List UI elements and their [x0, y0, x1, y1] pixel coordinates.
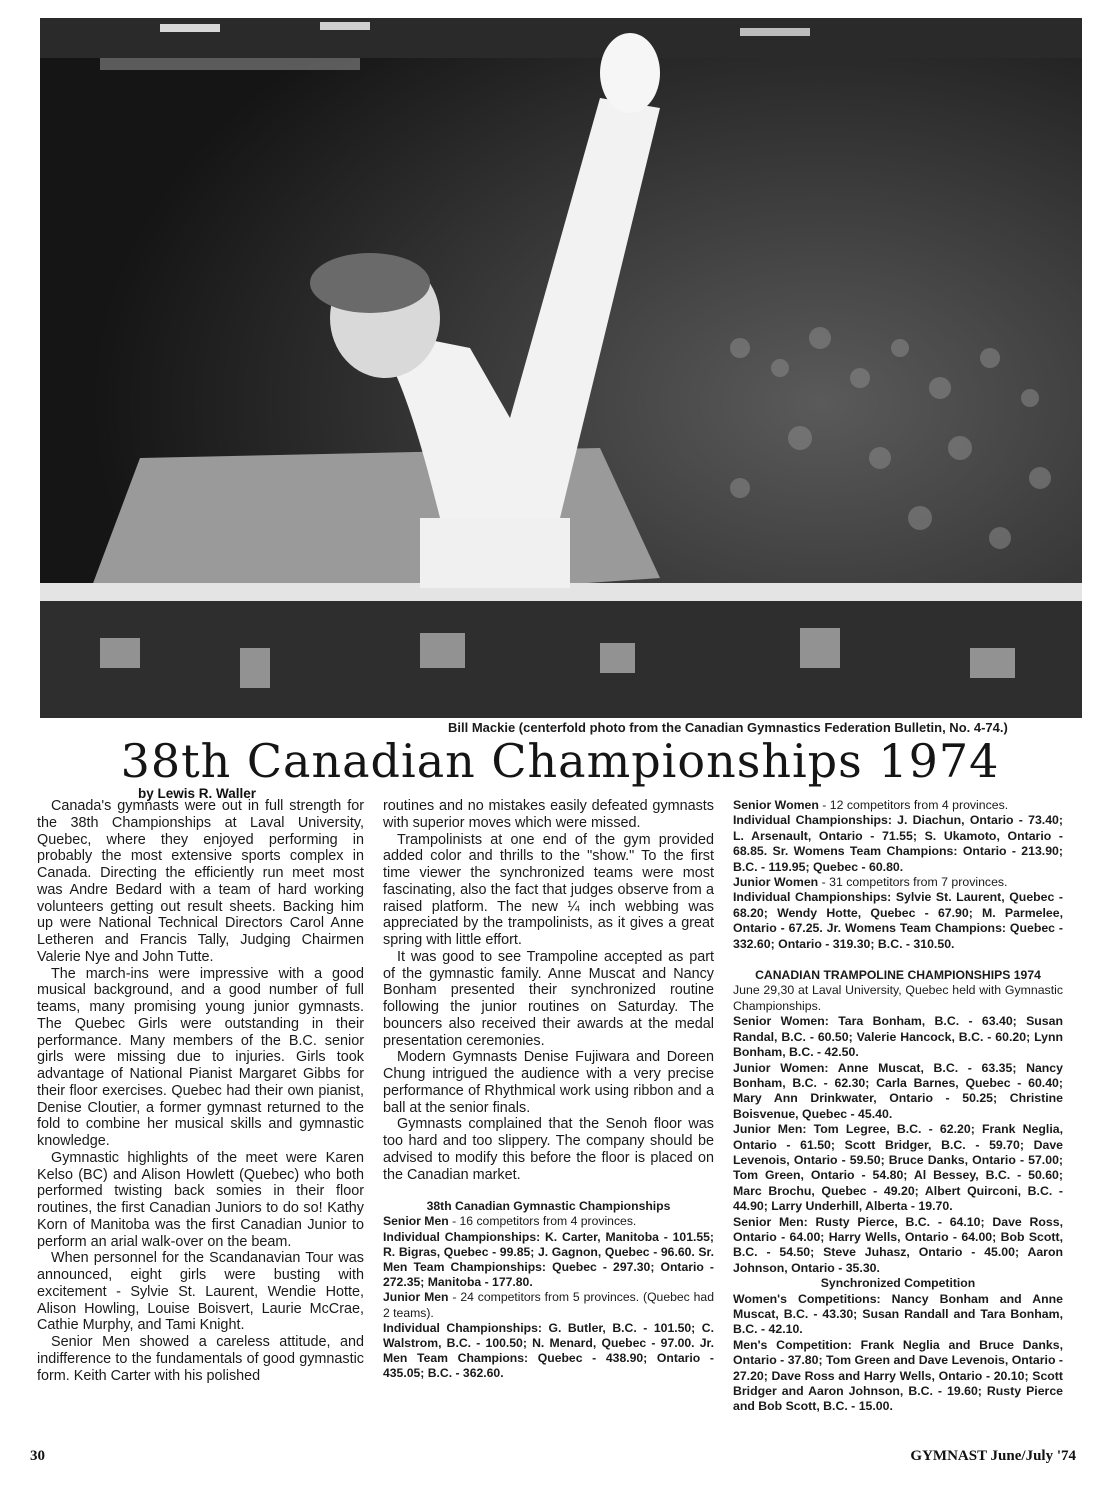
article-column-2	[383, 798, 714, 1382]
junior-men-results: Junior Men - 24 competitors from 5 provinces. (Quebec had 2 teams).	[383, 1290, 714, 1320]
paragraph: routines and no mistakes easily defeated gymnasts with superior moves which were missed.	[383, 798, 714, 831]
article-column-3	[733, 798, 1063, 1415]
page-number: 30	[30, 1448, 45, 1464]
paragraph: Gymnastic highlights of the meet were Karen Kelso (BC) and Alison Howlett (Quebec) who both performed twisting back somies in their floor routines, the first Canadian Juniors to do so! Kathy Korn of Manitoba was the first Canadian Junior to perform an arial walk-over on the beam.	[37, 1149, 364, 1250]
trampoline-junior-women: Junior Women: Anne Muscat, B.C. - 63.35; Nancy Bonham, B.C. - 62.30; Carla Barnes, Quebec - 60.40; Mary Ann Drinkwater, Ontario - 50.25; Christine Boisvenue, Quebec - 45.40.	[733, 1060, 1063, 1121]
paragraph: Gymnasts complained that the Senoh floor was too hard and too slippery. The company should be advised to modify this before the floor is placed on the Canadian market.	[383, 1116, 714, 1183]
paragraph: The march-ins were impressive with a good musical background, and a good number of full teams, many promising young junior gymnasts. The Quebec Girls were outstanding in their performance. Many members of the B.C. senior girls were missing due to injuries. Girls took advantage of National Pianist Margaret Gibbs for their floor exercises. Quebec had their own pianist, Denise Cloutier, a former gymnast returned to the fold to combine her musical skills and gymnastic knowledge.	[37, 965, 364, 1149]
trampoline-title: CANADIAN TRAMPOLINE CHAMPIONSHIPS 1974	[755, 968, 1041, 983]
paragraph: Senior Men showed a careless attitude, and indifference to the fundamentals of good gymnastic form. Keith Carter with his polished	[37, 1334, 364, 1384]
paragraph: Modern Gymnasts Denise Fujiwara and Doreen Chung intrigued the audience with a very precise performance of Rhythmical work using ribbon and a ball at the senior finals.	[383, 1049, 714, 1116]
senior-women-individual: Individual Championships: J. Diachun, Ontario - 73.40; L. Arsenault, Ontario - 71.55; S. Ukamoto, Ontario - 68.85. Sr. Womens Team Champions: Ontario - 213.90; B.C. - 119.95; Quebec - 60.80.	[733, 813, 1063, 874]
senior-men-individual: Individual Championships: K. Carter, Manitoba - 101.55; R. Bigras, Quebec - 99.85; J. Gagnon, Quebec - 96.60. Sr. Men Team Championships: Quebec - 297.30; Ontario - 272.35; Manitoba - 177.80.	[383, 1229, 714, 1290]
junior-women-individual: Individual Championships: Sylvie St. Laurent, Quebec - 68.20; Wendy Hotte, Quebec - 67.90; M. Parmelee, Ontario - 67.25. Jr. Womens Team Champions: Quebec - 332.60; Ontario - 319.30; B.C. - 310.50.	[733, 890, 1063, 951]
paragraph: When personnel for the Scandanavian Tour was announced, eight girls were busting with excitement - Sylvie St. Laurent, Wendie Hotte, Alison Howling, Louise Boisvert, Laurie McCrae, Cathie Murphy, and Tami Knight.	[37, 1250, 364, 1334]
synchronized-title: Synchronized Competition	[820, 1276, 976, 1291]
photo-caption: Bill Mackie (centerfold photo from the Canadian Gymnastics Federation Bulletin, No. 4-74.)	[448, 720, 1008, 735]
trampoline-senior-women: Senior Women: Tara Bonham, B.C. - 63.40; Susan Randal, B.C. - 60.50; Valerie Hancock, B.C. - 60.20; Lynn Bonham, B.C. - 42.50.	[733, 1014, 1063, 1060]
womens-synchronized: Women's Competitions: Nancy Bonham and Anne Muscat, B.C. - 43.30; Susan Randall and Tara Bonham, B.C. - 42.10.	[733, 1291, 1063, 1337]
trampoline-intro: June 29,30 at Laval University, Quebec held with Gymnastic Championships.	[733, 983, 1063, 1013]
gymnast-pommel-horse-image	[40, 18, 1082, 718]
junior-men-individual: Individual Championships: G. Butler, B.C. - 101.50; C. Walstrom, B.C. - 100.50; N. Menard, Quebec - 97.00. Jr. Men Team Champions: Quebec - 438.90; Ontario - 435.05; B.C. - 362.60.	[383, 1320, 714, 1381]
paragraph: It was good to see Trampoline accepted as part of the gymnastic family. Anne Muscat and Nancy Bonham presented their synchronized routine following the junior routines on Saturday. The bouncers also received their awards at the medal presentation ceremonies.	[383, 948, 714, 1049]
junior-women-results: Junior Women - 31 competitors from 7 provinces.	[733, 875, 1008, 890]
paragraph: Trampolinists at one end of the gym provided added color and thrills to the "show." To the first time viewer the synchronized teams were most fascinating, also the fact that judges observe from a raised platform. The new ¼ inch webbing was appreciated by the trampolinists, as it gives a great spring with little effort.	[383, 831, 714, 948]
gymnastic-results	[383, 1199, 714, 1381]
results-title: 38th Canadian Gymnastic Championships	[426, 1199, 671, 1214]
gymnast-photo	[40, 18, 1082, 718]
mens-synchronized: Men's Competition: Frank Neglia and Bruce Danks, Ontario - 37.80; Tom Green and Dave Levenois, Ontario - 27.20; Dave Ross and Harry Wells, Ontario - 20.10; Scott Bridger and Aaron Johnson, B.C. - 19.60; Rusty Pierce and Bob Scott, B.C. - 15.00.	[733, 1337, 1063, 1414]
trampoline-senior-men: Senior Men: Rusty Pierce, B.C. - 64.10; Dave Ross, Ontario - 64.00; Harry Wells, Ontario - 64.00; Bob Scott, B.C. - 54.50; Steve Juhasz, Ontario - 45.00; Aaron Johnson, Ontario - 35.30.	[733, 1214, 1063, 1275]
senior-men-results: Senior Men - 16 competitors from 4 provinces.	[383, 1214, 637, 1229]
article-column-1	[37, 798, 364, 1384]
article-byline: by Lewis R. Waller	[138, 786, 257, 801]
paragraph: Canada's gymnasts were out in full strength for the 38th Championships at Laval University, Quebec, where they enjoyed performing in probably the most extensive sports complex in Canada. Directing the efficiently run meet most was Andre Bedard with a team of hard working volunteers getting out result sheets. Backing him up were National Technical Directors Carol Anne Letheren and Francis Tally, Judging Chairmen Valerie Nye and John Tutte.	[37, 798, 364, 965]
senior-women-results: Senior Women - 12 competitors from 4 provinces.	[733, 798, 1009, 812]
trampoline-junior-men: Junior Men: Tom Legree, B.C. - 62.20; Frank Neglia, Ontario - 61.50; Scott Bridger, B.C. - 59.70; Dave Levenois, Ontario - 59.50; Bruce Danks, Ontario - 57.00; Tom Green, Ontario - 54.80; Al Bessey, B.C. - 50.60; Marc Brochu, Quebec - 49.20; Albert Quirconi, B.C. - 44.90; Larry Underhill, Alberta - 19.70.	[733, 1122, 1063, 1214]
article-title: 38th Canadian Championships 1974	[120, 734, 1000, 788]
publication-footer: GYMNAST June/July '74	[910, 1448, 1076, 1464]
